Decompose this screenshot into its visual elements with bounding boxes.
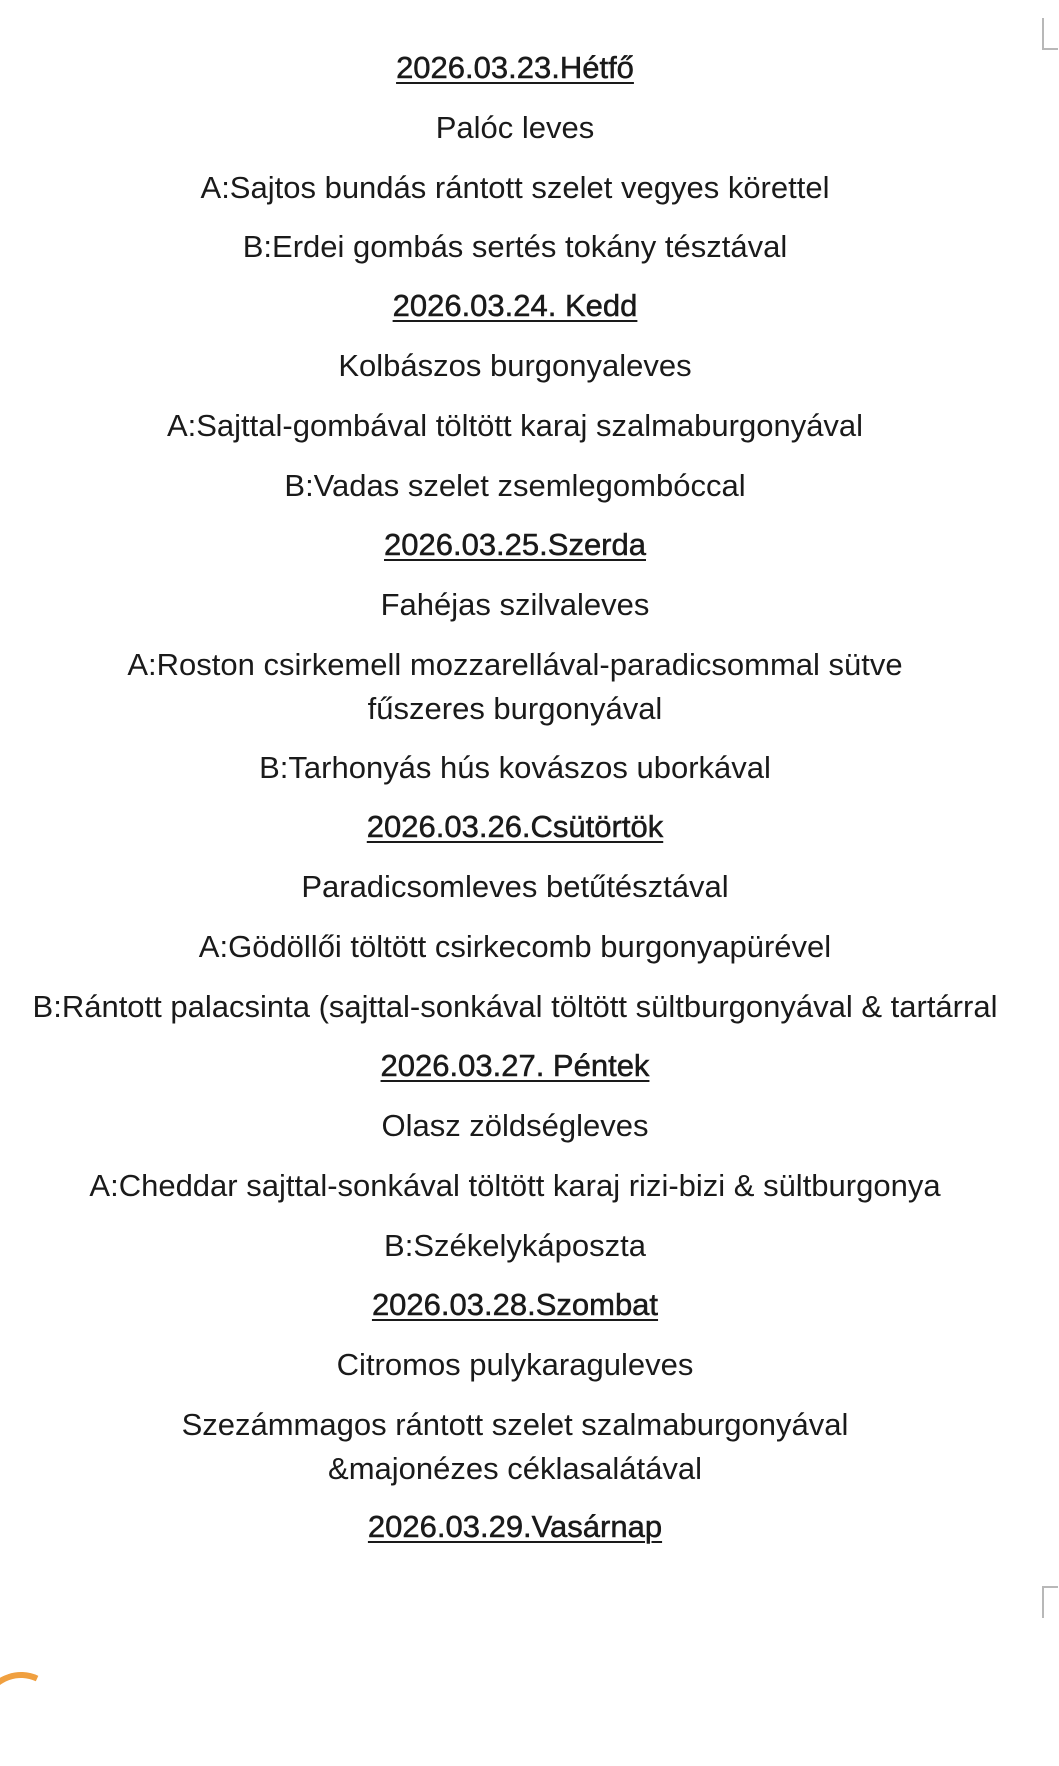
- option-a-friday: A:Cheddar sajttal-sonkával töltött karaj rizi-bizi & sültburgonya: [89, 1168, 941, 1203]
- day-heading-sunday: 2026.03.29.Vasárnap: [367, 1509, 663, 1544]
- option-b-friday: B:Székelykáposzta: [384, 1228, 646, 1263]
- option-a-tuesday: A:Sajttal-gombával töltött karaj szalmaburgonyával: [166, 408, 864, 443]
- soup-tuesday: Kolbászos burgonyaleves: [338, 348, 692, 383]
- soup-monday: Palóc leves: [435, 110, 595, 145]
- day-heading-tuesday: 2026.03.24. Kedd: [392, 288, 638, 323]
- option-a-thursday: A:Gödöllői töltött csirkecomb burgonyapürével: [198, 929, 832, 964]
- option-b-thursday: B:Rántott palacsinta (sajttal-sonkával töltött sültburgonyával & tartárral: [32, 989, 998, 1024]
- page-corner-mark-top: [1042, 18, 1058, 50]
- day-heading-wednesday: 2026.03.25.Szerda: [384, 527, 646, 562]
- soup-saturday: Citromos pulykaraguleves: [336, 1347, 694, 1382]
- option-a-monday: A:Sajtos bundás rántott szelet vegyes körettel: [200, 170, 830, 205]
- day-heading-friday: 2026.03.27. Péntek: [380, 1048, 650, 1083]
- day-heading-thursday: 2026.03.26.Csütörtök: [366, 809, 664, 844]
- option-b-monday: B:Erdei gombás sertés tokány tésztával: [242, 229, 788, 264]
- option-b-tuesday: B:Vadas szelet zsemlegombóccal: [284, 468, 746, 503]
- page-corner-mark-bottom: [1042, 1586, 1058, 1618]
- option-b-wednesday: B:Tarhonyás hús kovászos uborkával: [259, 750, 771, 785]
- soup-friday: Olasz zöldségleves: [381, 1108, 649, 1143]
- main-saturday: Szezámmagos rántott szelet szalmaburgonyával &majonézes céklasalátával: [181, 1407, 849, 1486]
- soup-thursday: Paradicsomleves betűtésztával: [301, 869, 729, 904]
- soup-wednesday: Fahéjas szilvaleves: [380, 587, 650, 622]
- day-heading-monday: 2026.03.23.Hétfő: [396, 50, 634, 85]
- day-heading-saturday: 2026.03.28.Szombat: [371, 1287, 659, 1322]
- option-a-wednesday: A:Roston csirkemell mozzarellával-paradicsommal sütve fűszeres burgonyával: [127, 647, 903, 726]
